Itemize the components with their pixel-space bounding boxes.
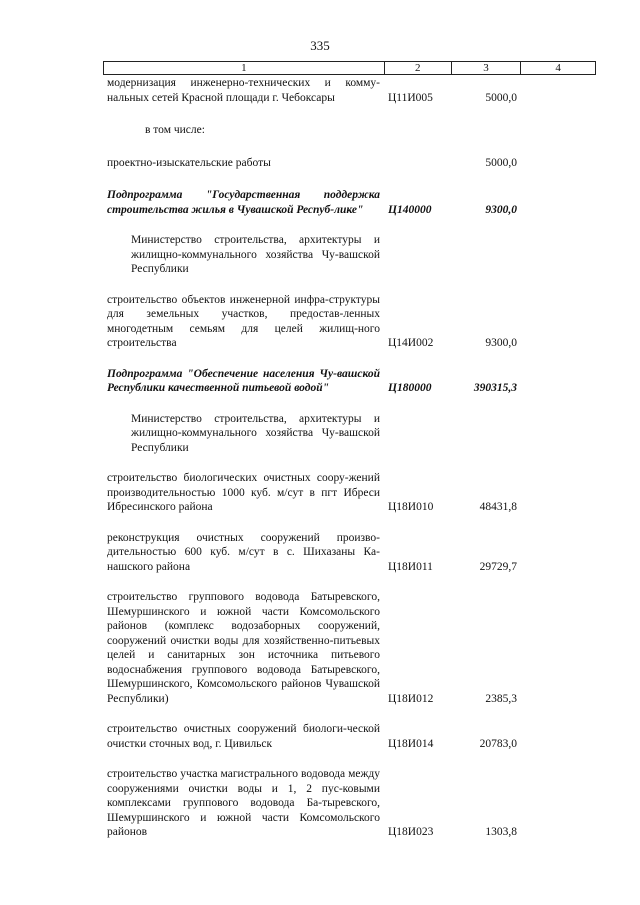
row-text: модернизация инженерно-технических и комму-нальных сетей Красной площади г. Чебоксары <box>107 77 380 104</box>
row-text: Подпрограмма "Государственная поддержка строительства жилья в Чувашской Респуб-лике" <box>107 189 380 216</box>
row-code: Ц180000 <box>388 382 432 394</box>
row-amount: 2385,3 <box>485 692 517 705</box>
row-amount: 29729,7 <box>479 560 517 573</box>
table-row <box>107 471 517 515</box>
row-code: Ц18И012 <box>388 692 434 705</box>
row-amount: 20783,0 <box>479 737 517 750</box>
header-col-4: 4 <box>520 62 595 74</box>
row-code: Ц140000 <box>388 203 432 216</box>
table-row <box>107 123 517 138</box>
row-code: Ц18И011 <box>388 560 433 573</box>
row-code: Ц18И014 <box>388 737 434 750</box>
table-body <box>107 76 517 840</box>
row-amount: 48431,8 <box>479 501 517 513</box>
row-amount: 5000,0 <box>485 91 517 104</box>
header-col-1: 1 <box>241 62 247 74</box>
row-text: строительство очистных сооружений биологи-ческой очистки сточных вод, г. Цивильск <box>107 723 380 750</box>
row-text: проектно-изыскательские работы <box>107 156 271 169</box>
header-col-2: 2 <box>384 62 451 74</box>
row-code: Ц18И023 <box>388 826 434 838</box>
row-text: строительство объектов инженерной инфра-структуры для земельных участков, предостав-ленных многодетным семьям для целей жилищ-ного строительства <box>107 293 380 349</box>
table-row <box>107 76 517 105</box>
table-row <box>107 156 517 171</box>
row-amount: 9300,0 <box>485 337 517 349</box>
table-row <box>107 590 517 706</box>
row-text: строительство участка магистрального водовода между сооружениями очистки воды и 1, 2 пус-ковыми комплексами группового водовода Ба-тыревского, Шемуршинского и южной части Комсомольского районов <box>107 768 380 838</box>
table-row <box>107 531 517 575</box>
header-col-3: 3 <box>451 62 521 74</box>
row-code: Ц18И010 <box>388 501 434 513</box>
table-header <box>103 61 596 75</box>
subprogram-row <box>107 367 517 396</box>
row-amount: 5000,0 <box>485 156 517 169</box>
table-row <box>107 767 517 840</box>
row-amount: 9300,0 <box>485 203 517 216</box>
row-code: Ц14И002 <box>388 337 434 349</box>
row-text: реконструкция очистных сооружений произво-дительностью 600 куб. м/сут в с. Шихазаны Ка-нашского района <box>107 531 380 573</box>
row-text: Министерство строительства, архитектуры и жилищно-коммунального хозяйства Чу-вашской Республики <box>131 412 380 454</box>
row-code: Ц11И005 <box>388 91 433 104</box>
row-text: Министерство строительства, архитектуры и жилищно-коммунального хозяйства Чу-вашской Республики <box>131 234 380 275</box>
table-row <box>107 293 517 351</box>
table-row <box>107 722 517 751</box>
page-number: 335 <box>310 38 330 53</box>
table-row <box>107 233 517 277</box>
table-row <box>107 412 517 456</box>
subprogram-row <box>107 188 517 217</box>
row-amount: 390315,3 <box>473 382 517 394</box>
row-amount: 1303,8 <box>485 826 517 838</box>
row-text: Подпрограмма "Обеспечение населения Чу-вашской Республики качественной питьевой водой" <box>107 367 380 394</box>
row-text: в том числе: <box>145 124 205 136</box>
row-text: строительство группового водовода Батыревского, Шемуршинского и южной части Комсомольского районов (комплекс водозаборных сооружений, сооружений очистки воды для хозяйственно-питьевых целей и санитарных зон источника питьевого водоснабжения группового водовода Батыревского, Шемуршинского, Комсомольского районов Чувашской Республики) <box>107 591 380 705</box>
row-text: строительство биологических очистных соору-жений производительностью 1000 куб. м/сут в пгт Ибреси Ибресинского района <box>107 472 380 513</box>
